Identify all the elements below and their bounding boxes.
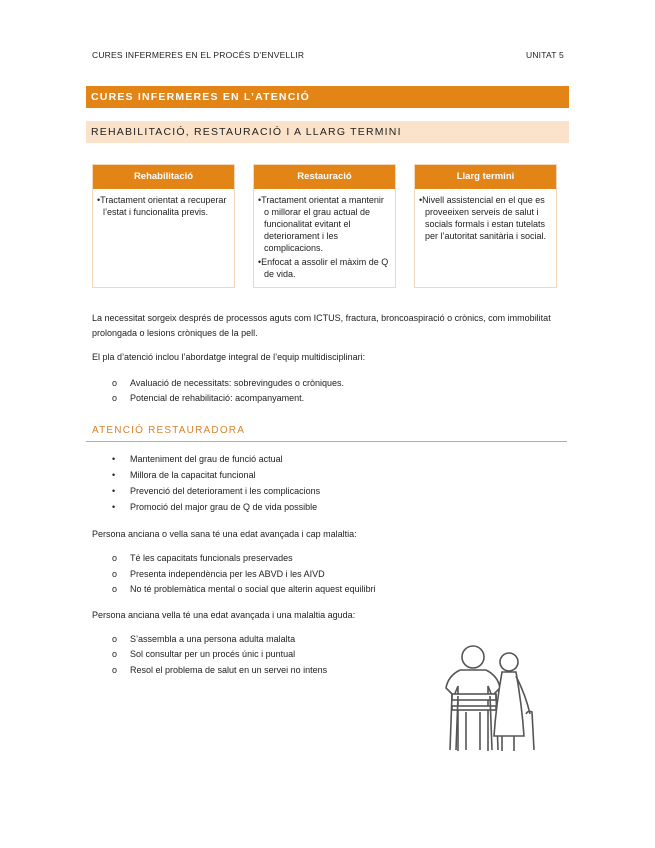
box-title: Restauració [254,165,395,189]
paragraph: El pla d’atenció inclou l’abordatge integral de l’equip multidisciplinari: [92,352,366,362]
box-title: Rehabilitació [93,165,234,189]
list-item: o Presenta independència per les ABVD i les AIVD [112,569,325,579]
bullet-icon: o [112,665,118,675]
paragraph: La necessitat sorgeix després de processos aguts com ICTUS, fractura, broncoaspiració o crònics, com immobilitat prolongada o lesions cròniques de la pell. [92,313,551,338]
list-item: o Avaluació de necessitats: sobrevingudes o cròniques. [112,378,344,388]
elderly-couple-walker-illustration [440,636,550,751]
list-item: o Sol consultar per un procés únic i puntual [112,649,296,659]
heading-atencio-restauradora: ATENCIÓ RESTAURADORA [92,425,246,436]
bullet-icon: o [112,584,118,594]
bullet-icon: • [112,470,116,480]
list-item: • Prevenció del deteriorament i les complicacions [112,486,321,496]
running-header-title: CURES INFERMERES EN EL PROCÉS D’ENVELLIR [92,50,305,60]
bullet-icon: o [112,649,118,659]
box-item: • Tractament orientat a recuperar l’estat i funcionalita previs. [97,194,228,218]
paragraph: Persona anciana o vella sana té una edat avançada i cap malaltia: [92,529,357,539]
bullet-icon: o [112,634,118,644]
box-restauracio [253,164,396,288]
box-item: • Tractament orientat a mantenir o millorar el grau actual de funcionalitat evitant el deteriorament i les complicacions. [258,194,389,254]
subsection-title: REHABILITACIÓ, RESTAURACIÓ I A LLARG TERMINI [86,121,569,143]
bullet-icon: • [112,502,116,512]
bullet-icon: o [112,553,118,563]
heading-rule [86,441,567,442]
list-item: o Té les capacitats funcionals preservades [112,553,293,563]
paragraph: Persona anciana vella té una edat avançada i una malaltia aguda: [92,610,356,620]
list-item: o No té problemàtica mental o social que alterin aquest equilibri [112,584,376,594]
box-item: • Enfocat a assolir el màxim de Q de vida. [258,256,389,280]
list-item: • Promoció del major grau de Q de vida possible [112,502,318,512]
bullet-icon: o [112,569,118,579]
list-item: • Millora de la capacitat funcional [112,470,256,480]
bullet-icon: o [112,393,118,403]
list-item: • Manteniment del grau de funció actual [112,454,283,464]
section-title: CURES INFERMERES EN L’ATENCIÓ [86,86,569,108]
running-header-unit: UNITAT 5 [526,50,564,60]
list-item: o Resol el problema de salut en un servei no intens [112,665,328,675]
bullet-icon: • [112,454,116,464]
box-title: Llarg termini [415,165,556,189]
box-item: • Nivell assistencial en el que es proveeixen serveis de salut i socials formals i estan tutelats per l’autoritat sanitària i social. [419,194,550,242]
bullet-icon: o [112,378,118,388]
list-item: o Potencial de rehabilitació: acompanyament. [112,393,305,403]
box-llarg-termini [414,164,557,288]
box-rehabilitacio [92,164,235,288]
list-item: o S’assembla a una persona adulta malalta [112,634,296,644]
bullet-icon: • [112,486,116,496]
